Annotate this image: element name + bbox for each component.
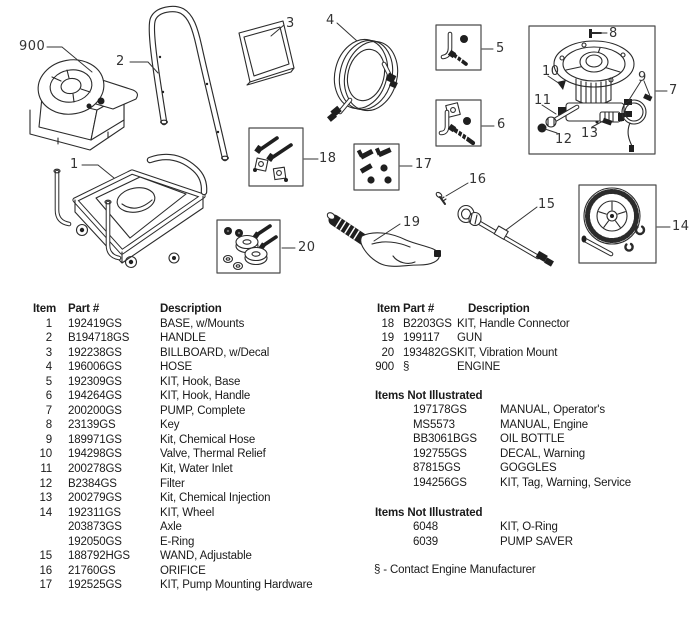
callout-4: 4 [326, 13, 335, 28]
item-cell: 6 [45, 390, 52, 403]
desc-cell: HANDLE [160, 332, 206, 345]
pump-mounting-kit-art [354, 144, 399, 190]
item-cell: 900 [375, 361, 394, 374]
table-row [32, 389, 378, 404]
part-cell: 192309GS [68, 375, 122, 388]
item-cell: 18 [381, 317, 394, 330]
desc-cell: KIT, Pump Mounting Hardware [160, 579, 313, 592]
part-cell: 200278GS [68, 463, 122, 476]
desc-cell: MANUAL, Operator's [500, 404, 605, 417]
item-cell: 14 [39, 506, 52, 519]
desc-cell: KIT, Hook, Handle [160, 390, 251, 403]
desc-cell: Axle [160, 521, 182, 534]
kit-hook-handle-art [436, 100, 481, 146]
gun-art [326, 211, 441, 266]
item-cell: 4 [45, 361, 52, 374]
desc-cell: ENGINE [457, 361, 501, 374]
callout-11: 11 [534, 93, 552, 108]
callout-900: 900 [19, 39, 46, 54]
part-cell: 23139GS [68, 419, 116, 432]
part-cell: 199117 [403, 332, 440, 345]
desc-cell: Kit, Water Inlet [160, 463, 233, 476]
item-cell: 2 [45, 332, 52, 345]
table-row [32, 535, 378, 550]
item-cell [32, 520, 52, 535]
desc-cell: E-Ring [160, 535, 195, 548]
part-cell: 21760GS [68, 564, 116, 577]
vibration-mount-kit-art [217, 220, 280, 273]
desc-cell: ORIFICE [160, 564, 206, 577]
part-cell: B2384GS [68, 477, 117, 490]
desc-cell: PUMP, Complete [160, 404, 246, 417]
table-row [32, 477, 378, 492]
item-cell: 8 [45, 419, 52, 432]
item-cell: 9 [45, 433, 52, 446]
table-row [32, 506, 378, 521]
item-cell: 10 [39, 448, 52, 461]
table-row [32, 375, 378, 390]
table-row [32, 520, 378, 535]
part-cell: MS5573 [413, 418, 455, 431]
desc-cell: KIT, O-Ring [500, 521, 558, 534]
table-row [370, 520, 690, 535]
desc-cell: DECAL, Warning [500, 447, 586, 460]
kit-hook-base-art [436, 25, 481, 70]
desc-cell: PUMP SAVER [500, 535, 573, 548]
item-cell: 1 [45, 317, 52, 330]
table-row [32, 491, 378, 506]
desc-cell: HOSE [160, 361, 192, 374]
item-cell: 20 [381, 346, 394, 359]
part-cell: 192050GS [68, 535, 122, 548]
parts-diagram-art [0, 0, 697, 300]
callout-19: 19 [403, 215, 421, 230]
table-row [32, 433, 378, 448]
callout-9: 9 [638, 70, 647, 85]
table-row [370, 461, 690, 476]
callout-17: 17 [415, 157, 433, 172]
callout-6: 6 [497, 117, 506, 132]
item-cell: 12 [39, 477, 52, 490]
table-row [32, 317, 378, 332]
part-cell: 192238GS [68, 346, 122, 359]
header-description: Description [160, 303, 222, 315]
desc-cell: Valve, Thermal Relief [160, 448, 266, 461]
desc-cell: MANUAL, Engine [500, 418, 589, 431]
callout-15: 15 [538, 197, 556, 212]
callout-18: 18 [319, 151, 337, 166]
hose-art [327, 34, 405, 122]
part-cell: 194264GS [68, 390, 122, 403]
table-row [32, 564, 378, 579]
part-cell: 87815GS [413, 462, 461, 475]
desc-cell: GUN [457, 332, 483, 345]
part-cell: 203873GS [68, 521, 122, 534]
desc-cell: KIT, Wheel [160, 506, 215, 519]
part-cell: 200279GS [68, 492, 122, 505]
callout-13: 13 [581, 126, 599, 141]
callout-1: 1 [70, 157, 79, 172]
desc-cell: Filter [160, 477, 185, 490]
callout-5: 5 [496, 41, 505, 56]
desc-cell: KIT, Hook, Base [160, 375, 241, 388]
orifice-art [435, 191, 446, 204]
part-cell: 197178GS [413, 404, 467, 417]
part-cell: 192419GS [68, 317, 122, 330]
header-description: Description [468, 303, 530, 315]
table-header [32, 302, 378, 317]
callout-7: 7 [669, 83, 678, 98]
part-cell: 188792HGS [68, 550, 130, 563]
part-cell: 6048 [413, 521, 438, 534]
part-cell: 189971GS [68, 433, 122, 446]
part-cell: 194298GS [68, 448, 122, 461]
desc-cell: KIT, Tag, Warning, Service [500, 477, 631, 490]
table-header [370, 302, 690, 317]
not-illustrated-title-2: Items Not Illustrated [375, 506, 483, 519]
table-row [32, 360, 378, 375]
part-cell: § [403, 361, 410, 374]
desc-cell: Kit, Chemical Hose [160, 433, 256, 446]
handle-connector-kit-art [249, 128, 303, 186]
callout-20: 20 [298, 240, 316, 255]
parts-table-left [32, 302, 378, 593]
table-row [32, 462, 378, 477]
table-row [32, 578, 378, 593]
desc-cell: OIL BOTTLE [500, 433, 565, 446]
wheel-kit-art [579, 185, 656, 263]
callout-8: 8 [609, 26, 618, 41]
not-illustrated-title-1: Items Not Illustrated [375, 389, 483, 402]
header-part: Part # [403, 303, 435, 315]
table-row [370, 346, 690, 361]
item-cell: 5 [45, 375, 52, 388]
desc-cell: BASE, w/Mounts [160, 317, 245, 330]
table-row [370, 447, 690, 462]
desc-cell: Key [160, 419, 180, 432]
wand-art [458, 206, 554, 267]
part-cell: B194718GS [68, 332, 130, 345]
item-cell: 7 [45, 404, 52, 417]
part-cell: BB3061BGS [413, 433, 477, 446]
desc-cell: KIT, Vibration Mount [457, 346, 558, 359]
table-row [370, 432, 690, 447]
item-cell: 19 [381, 332, 394, 345]
callout-14: 14 [672, 219, 690, 234]
item-cell: 17 [39, 579, 52, 592]
base-art [54, 157, 204, 268]
item-cell [32, 535, 52, 550]
callout-3: 3 [286, 16, 295, 31]
handle-art [152, 9, 229, 160]
part-cell: 192525GS [68, 579, 122, 592]
table-row [370, 331, 690, 346]
header-part: Part # [68, 303, 100, 315]
table-row [32, 346, 378, 361]
item-cell: 3 [45, 346, 52, 359]
parts-table-right [370, 302, 690, 578]
item-cell: 13 [39, 492, 52, 505]
part-cell: 192311GS [68, 506, 121, 519]
part-cell: 196006GS [68, 361, 122, 374]
table-row [32, 418, 378, 433]
table-row [370, 317, 690, 332]
table-row [32, 447, 378, 462]
table-row [370, 360, 690, 375]
callout-10: 10 [542, 64, 560, 79]
table-row [32, 404, 378, 419]
table-row [370, 535, 690, 550]
item-cell: 15 [39, 550, 52, 563]
part-cell: 200200GS [68, 404, 122, 417]
callout-2: 2 [116, 54, 125, 69]
table-row [370, 403, 690, 418]
part-cell: 193482GS [403, 346, 457, 359]
item-cell: 11 [40, 463, 52, 476]
part-cell: 194256GS [413, 477, 467, 490]
part-cell: 6039 [413, 535, 438, 548]
desc-cell: GOGGLES [500, 462, 557, 475]
callout-12: 12 [555, 132, 573, 147]
table-row [32, 549, 378, 564]
desc-cell: BILLBOARD, w/Decal [160, 346, 270, 359]
desc-cell: WAND, Adjustable [160, 550, 252, 563]
desc-cell: KIT, Handle Connector [457, 317, 570, 330]
table-row [370, 476, 690, 491]
table-row [32, 331, 378, 346]
item-cell: 16 [39, 564, 52, 577]
header-item: Item [377, 303, 401, 315]
engine-footnote: § - Contact Engine Manufacturer [374, 564, 536, 577]
header-item: Item [33, 303, 57, 315]
part-cell: B2203GS [403, 317, 452, 330]
part-cell: 192755GS [413, 447, 467, 460]
callout-16: 16 [469, 172, 487, 187]
desc-cell: Kit, Chemical Injection [160, 492, 271, 505]
table-row [370, 418, 690, 433]
